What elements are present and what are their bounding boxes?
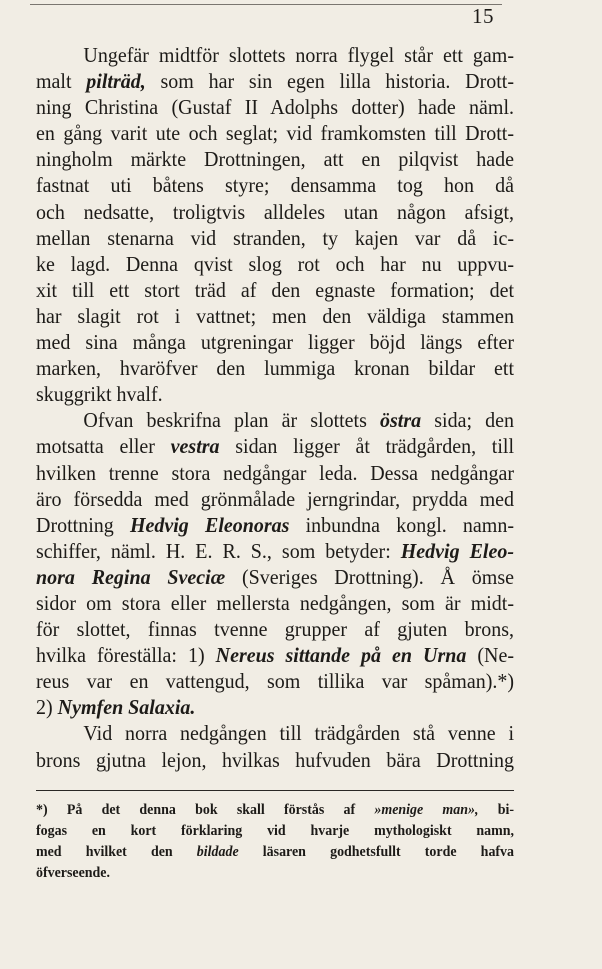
text-line — [36, 460, 514, 486]
footnote-line — [36, 821, 514, 842]
text-run: har slagit rot i vattnet; men den väldiga stammen — [36, 303, 515, 328]
text-run: inbundna kongl. namn- — [289, 512, 515, 537]
text-run: ningholm märkte Drottningen, att en pilqvist hade — [36, 147, 515, 172]
header-rule — [30, 4, 502, 5]
italic-text: nora Regina Sveciæ — [36, 564, 226, 589]
text-line — [36, 277, 514, 303]
text-run: bi- — [478, 802, 515, 818]
text-line — [36, 694, 514, 720]
text-run: hvilken trenne stora nedgångar leda. Dessa nedgångar — [36, 460, 515, 485]
text-run: malt — [36, 69, 87, 94]
text-line — [36, 616, 514, 642]
text-run: motsatta eller — [36, 434, 171, 459]
text-run: *) På det denna bok skall förstås af — [36, 802, 375, 818]
text-line — [36, 225, 514, 251]
text-run: Vid norra nedgången till trädgården stå venne i — [83, 721, 515, 746]
text-run: och nedsatte, troligtvis alldeles utan någon afsigt, — [36, 199, 515, 224]
text-line — [36, 486, 514, 512]
text-run: (Ne- — [466, 643, 515, 668]
footnote-line — [36, 863, 514, 884]
text-run: Ungefär midtför slottets norra flygel står ett gam- — [83, 43, 515, 67]
text-run: schiffer, näml. H. E. R. S., som betyder: — [36, 538, 401, 563]
text-run: som har sin egen lilla historia. Drott- — [145, 69, 515, 94]
text-run: ning Christina (Gustaf II Adolphs dotter) hade näml. — [36, 95, 515, 120]
text-run: ke lagd. Denna qvist slog rot och har nu uppvu- — [36, 251, 515, 276]
text-run: reus var en vattengud, som tillika var spåman).*) — [36, 669, 515, 694]
text-line — [36, 590, 514, 616]
text-line — [36, 303, 514, 329]
text-line — [36, 668, 514, 694]
footnote-separator — [36, 790, 514, 791]
text-run: xit till ett stort träd af den egnaste formation; det — [36, 277, 515, 302]
text-line — [36, 329, 514, 355]
text-run: läsaren godhetsfullt torde hafva — [238, 844, 515, 860]
text-line — [36, 68, 514, 94]
italic-text: bildade — [196, 844, 239, 860]
text-line — [36, 42, 514, 68]
italic-text: Nymfen Salaxia. — [57, 695, 196, 720]
text-run: (Sveriges Drottning). Å ömse — [225, 564, 515, 589]
text-run: en gång varit ute och seglat; vid framkomsten till Drott- — [36, 121, 515, 146]
main-text — [36, 42, 514, 773]
italic-text: Hedvig Eleonoras — [129, 512, 290, 537]
text-line — [36, 564, 514, 590]
text-line — [36, 720, 514, 746]
text-run: 2) — [36, 695, 58, 720]
text-line — [36, 120, 514, 146]
text-run: med hvilket den — [36, 844, 197, 860]
text-line — [36, 512, 514, 538]
text-run: med sina många utgreningar ligger böjd längs efter — [36, 330, 515, 355]
text-run: sidan ligger åt trädgården, till — [219, 434, 515, 459]
italic-text: Nereus sittande på en Urna — [215, 643, 467, 668]
text-line — [36, 747, 514, 773]
text-line — [36, 381, 514, 407]
text-run: mellan stenarna vid stranden, ty kajen var då ic- — [36, 225, 515, 250]
text-line — [36, 199, 514, 225]
text-run: fogas en kort förklaring vid hvarje mythologiskt namn, — [36, 823, 515, 839]
text-run: sida; den — [421, 408, 515, 433]
italic-text: östra — [380, 408, 422, 433]
text-line — [36, 172, 514, 198]
footnote-line — [36, 842, 514, 863]
text-line — [36, 407, 514, 433]
text-line — [36, 251, 514, 277]
italic-text: »menige man», — [374, 802, 479, 818]
text-run: hvilka föreställa: 1) — [36, 643, 216, 668]
page-number: 15 — [472, 4, 494, 28]
text-run: för slottet, finnas tvenne grupper af gjuten brons, — [36, 617, 515, 642]
text-run: marken, hvaröfver den lummiga kronan bildar ett — [36, 356, 515, 381]
text-run: skuggrikt hvalf. — [36, 382, 163, 407]
text-run: öfverseende. — [36, 865, 110, 881]
italic-text: Hedvig Eleo- — [400, 538, 515, 563]
footnote — [36, 800, 514, 884]
italic-text: vestra — [170, 434, 220, 459]
text-run: fastnat uti båtens styre; densamma tog hon då — [36, 173, 515, 198]
italic-text: pilträd, — [86, 69, 146, 94]
text-line — [36, 94, 514, 120]
text-run: sidor om stora eller mellersta nedgången, som är midt- — [36, 590, 515, 615]
text-line — [36, 433, 514, 459]
text-run: Ofvan beskrifna plan är slottets — [83, 408, 381, 433]
text-run: äro försedda med grönmålade jerngrindar, prydda med — [36, 486, 515, 511]
text-run: Drottning — [36, 512, 130, 537]
text-line — [36, 642, 514, 668]
text-line — [36, 146, 514, 172]
text-line — [36, 538, 514, 564]
text-line — [36, 355, 514, 381]
footnote-line — [36, 800, 514, 821]
text-run: brons gjutna lejon, hvilkas hufvuden bära Drottning — [36, 747, 515, 772]
